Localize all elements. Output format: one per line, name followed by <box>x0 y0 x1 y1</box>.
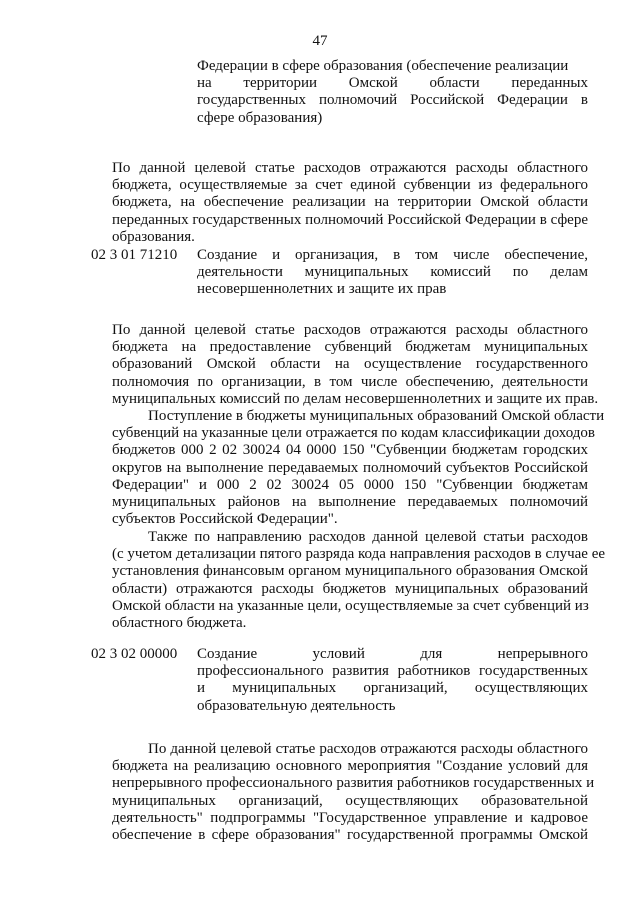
paragraph-line: По данной целевой статье расходов отражаются расходы областного <box>148 741 588 757</box>
heading-line: сфере образования) <box>197 109 323 126</box>
paragraph-line: обеспечение в сфере образования" государственной программы Омской <box>112 826 588 843</box>
paragraph-line: (с учетом детализации пятого разряда кода направления расходов в случае ее <box>112 546 606 563</box>
paragraph-line: бюджета, осуществляемые за счет единой субвенции из федерального <box>112 177 588 194</box>
paragraph-4 <box>112 529 606 632</box>
page-number: 47 <box>312 33 328 49</box>
paragraph-line: областного бюджета. <box>112 614 247 631</box>
paragraph-line: Федерации" и 000 2 02 30024 05 0000 150 "Субвенции бюджетам <box>112 476 588 493</box>
paragraph-line: переданных государственных полномочий Российской Федерации в сфере <box>112 211 588 228</box>
paragraph-line: полномочия по организации, в том числе обеспечению, деятельности <box>112 373 588 390</box>
heading-line: на территории Омской области переданных <box>197 75 588 92</box>
section-title-line: и муниципальных организаций, осуществляющих <box>197 680 588 697</box>
paragraph-line: области) отражаются расходы бюджетов муниципальных образований <box>112 580 588 597</box>
paragraph-line: округов на выполнение передаваемых полномочий субъектов Российской <box>112 459 588 476</box>
paragraph-line: Омской области на указанные цели, осуществляемые за счет субвенций из <box>112 597 589 614</box>
paragraph-2 <box>112 322 599 408</box>
paragraph-line: образования. <box>112 228 195 245</box>
paragraph-line: По данной целевой статье расходов отражаются расходы областного <box>112 160 588 176</box>
paragraph-line: субвенций на указанные цели отражается по кодам классификации доходов <box>112 425 595 442</box>
paragraph-line: муниципальных комиссий по делам несовершеннолетних и защите их прав. <box>112 390 599 407</box>
intro-heading <box>197 58 588 127</box>
paragraph-line: непрерывного профессионального развития работников государственных и <box>112 775 595 792</box>
section-title <box>197 646 588 715</box>
paragraph-5 <box>112 741 595 844</box>
heading-line: Федерации в сфере образования (обеспечение реализации <box>197 58 569 74</box>
section-title-line: деятельности муниципальных комиссий по делам <box>197 264 588 281</box>
paragraph-3 <box>112 408 605 528</box>
paragraph-line: Поступление в бюджеты муниципальных образований Омской области <box>148 408 605 424</box>
section-title-line: профессионального развития работников государственных <box>197 663 588 680</box>
section-title-line: несовершеннолетних и защите их прав <box>197 281 447 298</box>
paragraph-1 <box>112 160 588 246</box>
section-title-line: образовательную деятельность <box>197 697 396 714</box>
paragraph-line: бюджета на реализацию основного мероприятия "Создание условий для <box>112 758 588 775</box>
section-code: 02 3 02 00000 <box>91 646 178 662</box>
section-title <box>197 247 588 299</box>
paragraph-line: муниципальных районов на выполнение передаваемых полномочий <box>112 493 588 510</box>
paragraph-line: установления финансовым органом муниципального образования Омской <box>112 563 588 580</box>
paragraph-line: бюджетов 000 2 02 30024 04 0000 150 "Субвенции бюджетам городских <box>112 442 588 459</box>
paragraph-line: муниципальных организаций, осуществляющих образовательной <box>112 792 588 809</box>
section-code: 02 3 01 71210 <box>91 247 178 263</box>
paragraph-line: По данной целевой статье расходов отражаются расходы областного <box>112 322 588 338</box>
paragraph-line: бюджета, на обеспечение реализации на территории Омской области <box>112 194 588 211</box>
heading-line: государственных полномочий Российской Федерации в <box>197 92 588 109</box>
section-title-line: Создание условий для непрерывного <box>197 646 588 662</box>
paragraph-line: деятельность" подпрограммы "Государственное управление и кадровое <box>112 809 588 826</box>
paragraph-line: образований Омской области на осуществление государственного <box>112 356 588 373</box>
paragraph-line: субъектов Российской Федерации". <box>112 511 338 528</box>
paragraph-line: Также по направлению расходов данной целевой статьи расходов <box>148 529 588 545</box>
section-title-line: Создание и организация, в том числе обеспечение, <box>197 247 588 263</box>
paragraph-line: бюджета на предоставление субвенций бюджетам муниципальных <box>112 339 588 356</box>
